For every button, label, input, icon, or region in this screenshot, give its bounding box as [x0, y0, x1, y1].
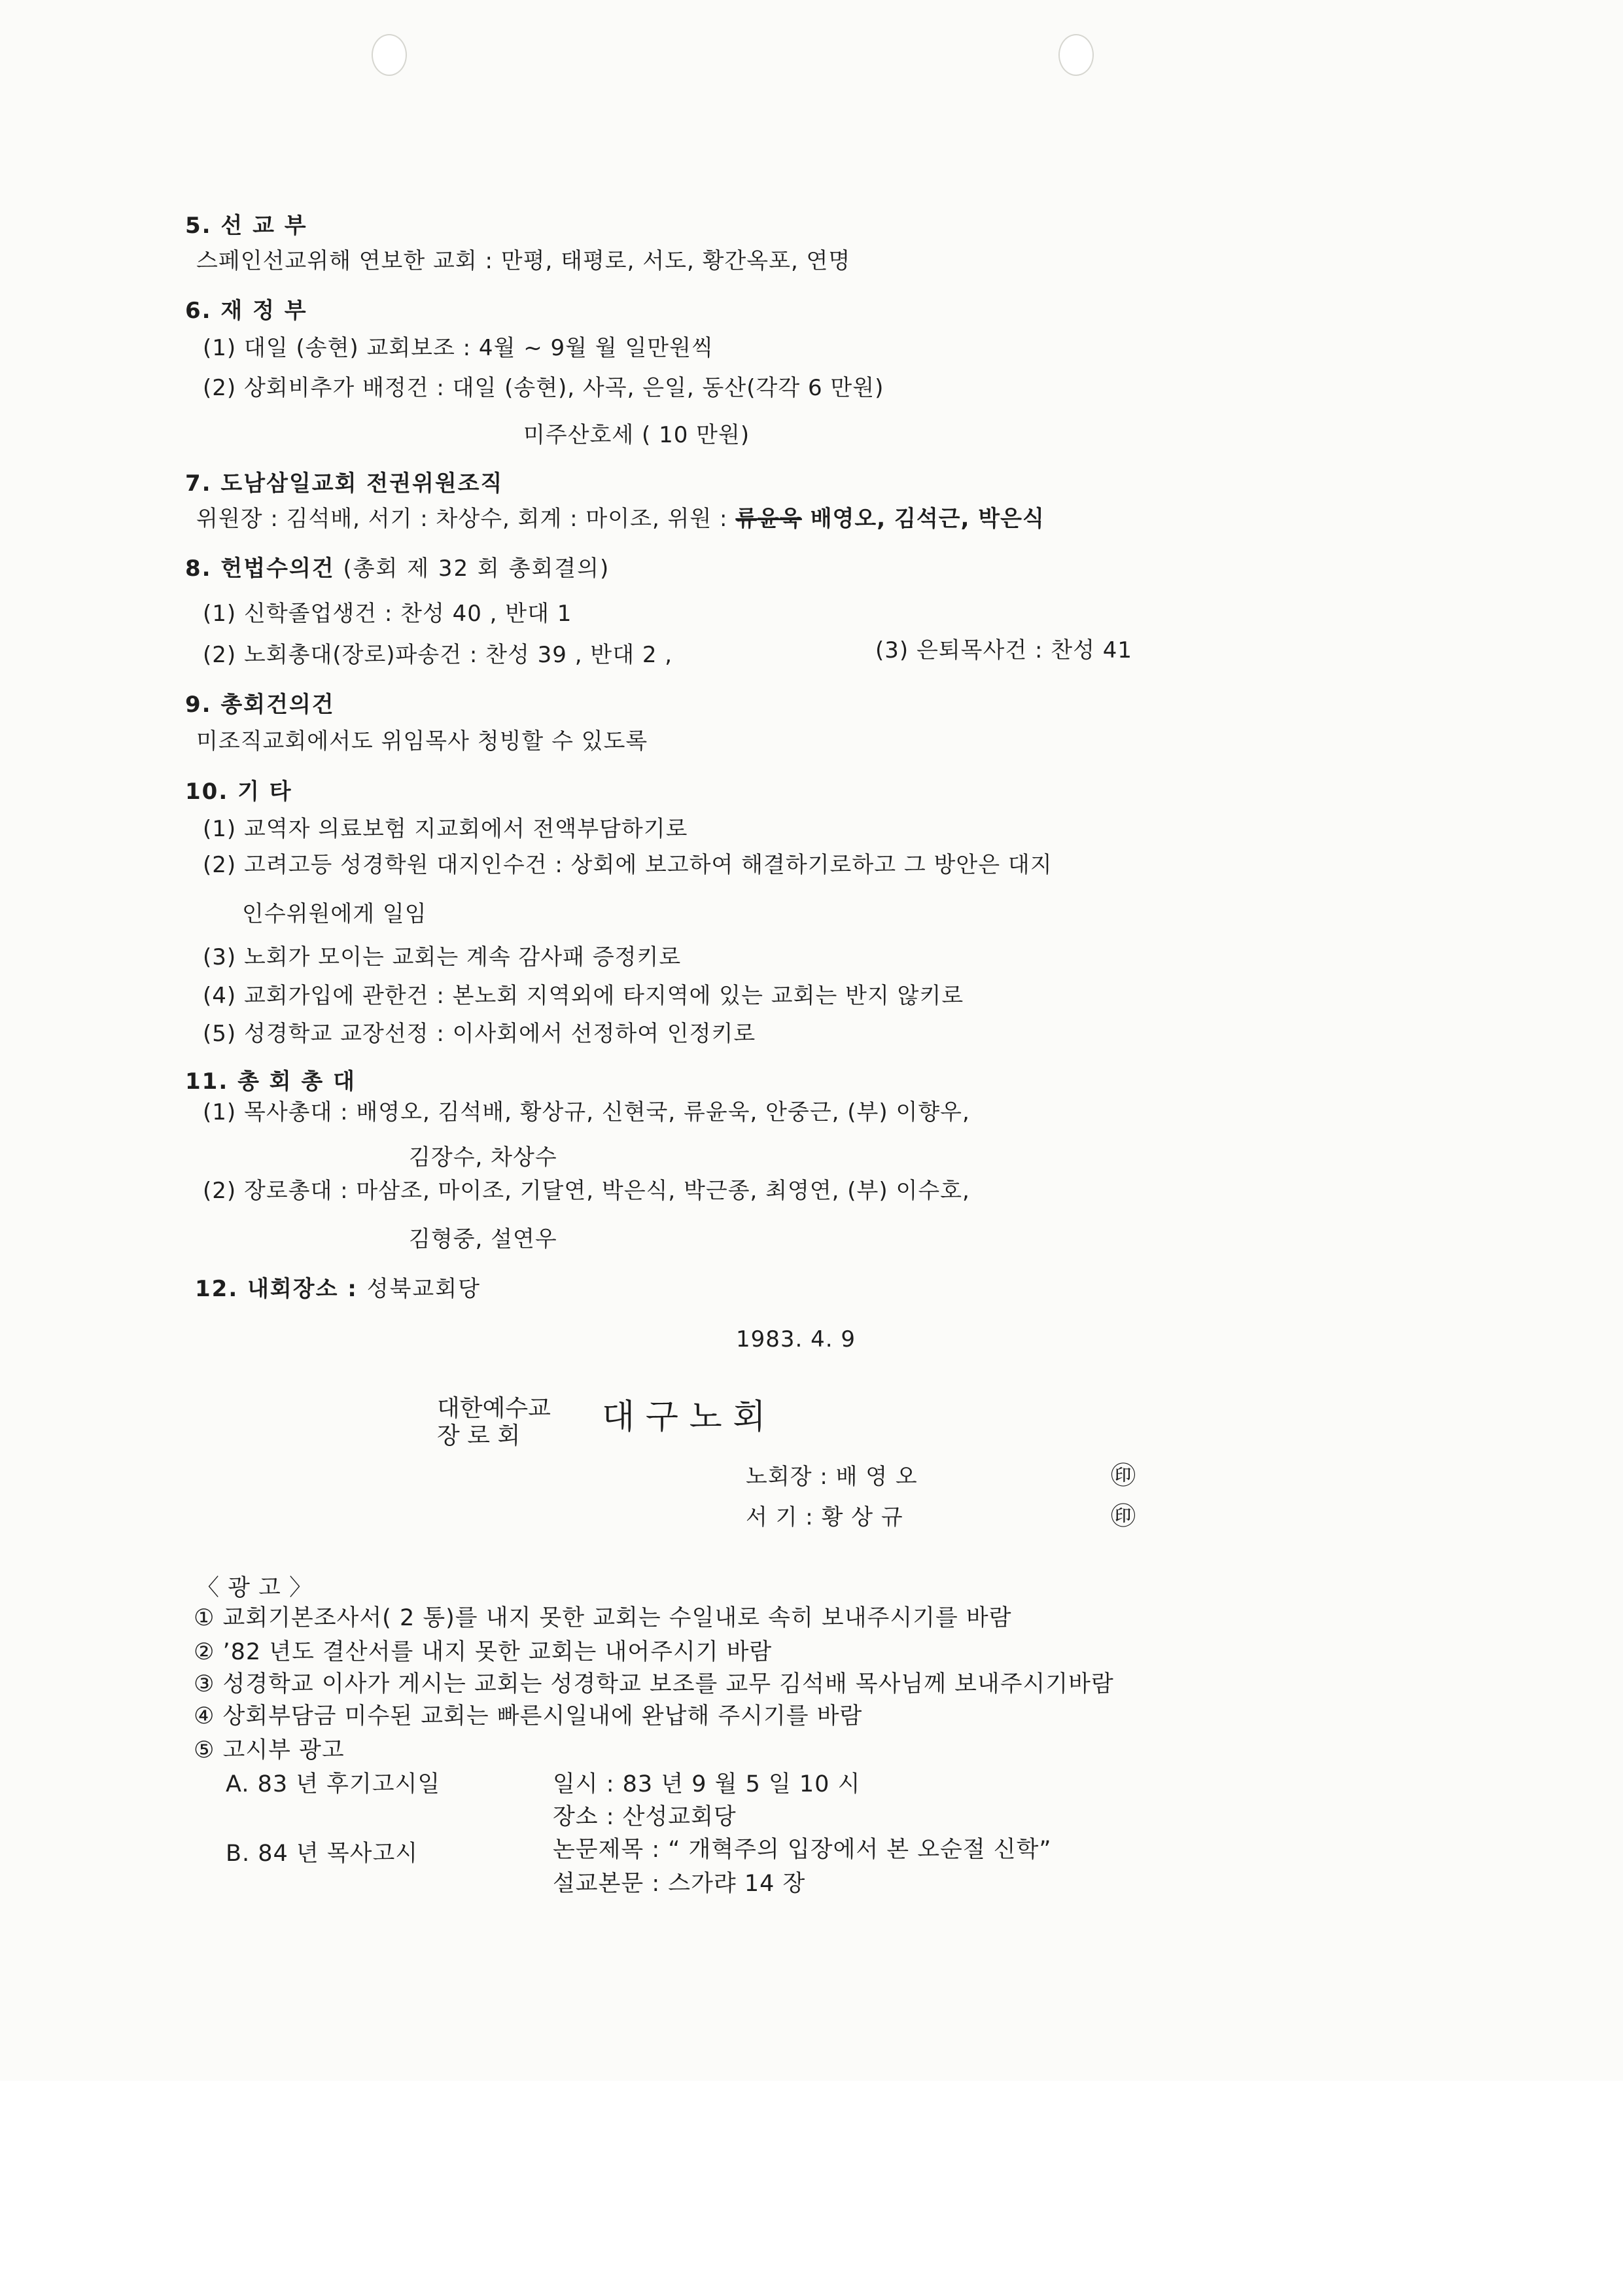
section-12-place: 성북교회당 [366, 1276, 481, 1302]
section-8-title-text: 8. 헌법수의건 [185, 556, 335, 582]
exam-b-thesis: 논문제목 : “ 개혁주의 입장에서 본 오순절 신학” [553, 1837, 1052, 1863]
section-8-item-3: (3) 은퇴목사건 : 찬성 41 [875, 637, 1133, 663]
exam-b-label: B. 84 년 목사고시 [226, 1841, 419, 1867]
section-7-members: 위원장 : 김석배, 서기 : 차상수, 회계 : 마이조, 위원 : [196, 506, 736, 532]
exam-a-place: 장소 : 산성교회당 [553, 1804, 737, 1830]
presbytery-name: 대 구 노 회 [602, 1398, 766, 1437]
section-7-line [196, 508, 1045, 530]
document-date: 1983. 4. 9 [736, 1326, 856, 1352]
section-5-line: 스페인선교위해 연보한 교회 : 만평, 태평로, 서도, 황간옥포, 연명 [196, 248, 851, 274]
section-7-members-added: 배영오, 김석근, 박은식 [801, 506, 1045, 532]
org-name-line-2: 장 로 회 [437, 1422, 521, 1449]
section-6-title: 6. 재 정 부 [185, 298, 307, 324]
section-9-line: 미조직교회에서도 위임목사 청빙할 수 있도록 [196, 728, 648, 754]
section-11-title: 11. 총 회 총 대 [185, 1069, 356, 1095]
section-10-item-5: (5) 성경학교 교장선정 : 이사회에서 선정하여 인정키로 [203, 1021, 756, 1047]
clerk-line: 서 기 : 황 상 규 [746, 1504, 903, 1530]
section-7-title: 7. 도남삼일교회 전권위원조직 [185, 470, 504, 497]
section-8-title [185, 557, 610, 580]
ad-item-1: ① 교회기본조사서( 2 통)를 내지 못한 교회는 수일내로 속히 보내주시기를 바람 [194, 1605, 1012, 1631]
section-11-item-1: (1) 목사총대 : 배영오, 김석배, 황상규, 신현국, 류윤욱, 안중근, (부) 이향우, [203, 1099, 970, 1125]
section-10-item-2: (2) 고려고등 성경학원 대지인수건 : 상회에 보고하여 해결하기로하고 그 방안은 대지 [203, 852, 1053, 878]
section-10-item-1: (1) 교역자 의료보험 지교회에서 전액부담하기로 [203, 816, 688, 842]
exam-b-sermon: 설교본문 : 스가랴 14 장 [553, 1871, 806, 1897]
section-10-item-2-cont: 인수위원에게 일임 [242, 901, 427, 927]
section-12-label: 12. 내회장소 : [195, 1276, 367, 1302]
section-5-title: 5. 선 교 부 [185, 213, 307, 239]
seal-mark: ㊞ [1111, 1502, 1136, 1530]
moderator-line: 노회장 : 배 영 오 [746, 1464, 918, 1490]
section-11-item-2: (2) 장로총대 : 마삼조, 마이조, 기달연, 박은식, 박근종, 최영연, (부) 이수호, [203, 1178, 970, 1204]
section-12-title [195, 1278, 481, 1300]
org-name-line-1: 대한예수교 [437, 1395, 551, 1422]
ad-item-5: ⑤ 고시부 광고 [194, 1737, 345, 1763]
section-10-item-3: (3) 노회가 모이는 교회는 계속 감사패 증정키로 [203, 944, 682, 970]
ad-item-3: ③ 성경학교 이사가 게시는 교회는 성경학교 보조를 교무 김석배 목사님께 보내주시기바람 [194, 1671, 1114, 1697]
section-10-item-4: (4) 교회가입에 관한건 : 본노회 지역외에 타지역에 있는 교회는 반지 않키로 [203, 983, 964, 1009]
seal-mark: ㊞ [1111, 1461, 1136, 1490]
section-8-title-note: (총회 제 32 회 총회결의) [334, 556, 610, 582]
ad-item-2: ② ’82 년도 결산서를 내지 못한 교회는 내어주시기 바람 [194, 1639, 773, 1665]
section-6-item-2: (2) 상회비추가 배정건 : 대일 (송현), 사곡, 은일, 동산(각각 6 만원) [203, 375, 884, 401]
section-6-item-1: (1) 대일 (송현) 교회보조 : 4월 ~ 9월 월 일만원씩 [203, 335, 714, 361]
ad-item-4: ④ 상회부담금 미수된 교회는 빠른시일내에 완납해 주시기를 바람 [194, 1703, 863, 1729]
section-8-item-2: (2) 노회총대(장로)파송건 : 찬성 39 , 반대 2 , [203, 642, 673, 668]
section-9-title: 9. 총회건의건 [185, 692, 335, 718]
struck-member-name: 류윤욱 [735, 506, 802, 532]
ads-header: 〈 광 고 〉 [196, 1575, 313, 1601]
exam-a-date: 일시 : 83 년 9 월 5 일 10 시 [553, 1771, 861, 1797]
section-6-item-2-cont: 미주산호세 ( 10 만원) [523, 422, 750, 448]
section-10-title: 10. 기 타 [185, 779, 292, 805]
punch-hole [372, 34, 407, 76]
section-11-item-1-cont: 김장수, 차상수 [409, 1144, 557, 1171]
section-8-item-1: (1) 신학졸업생건 : 찬성 40 , 반대 1 [203, 601, 572, 627]
section-11-item-2-cont: 김형중, 설연우 [409, 1226, 557, 1252]
exam-a-label: A. 83 년 후기고시일 [226, 1771, 441, 1797]
punch-hole [1058, 34, 1094, 76]
